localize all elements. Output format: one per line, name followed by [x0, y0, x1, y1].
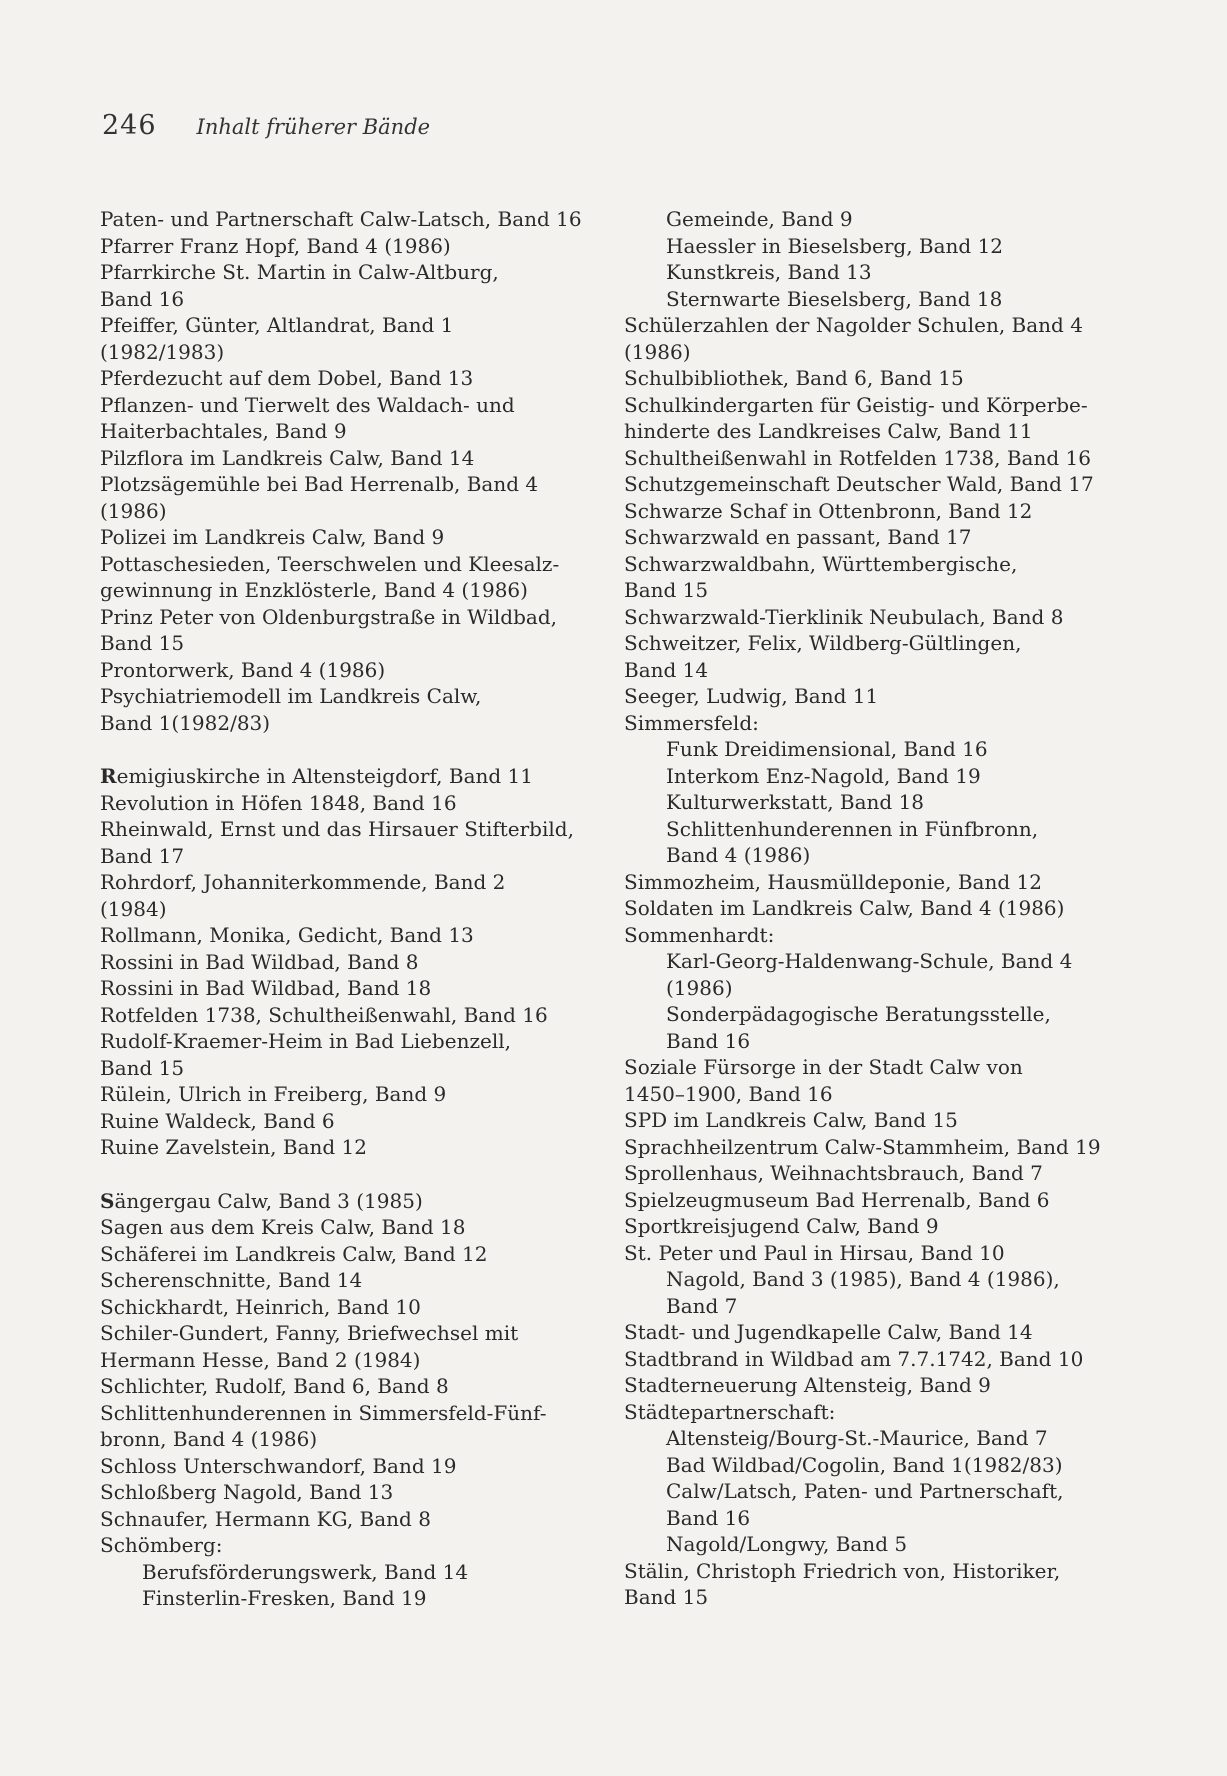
- index-entry: [100, 1506, 610, 1533]
- index-entry: [624, 1346, 1124, 1373]
- index-entry-line: Pfarrer Franz Hopf, Band 4 (1986): [100, 233, 451, 258]
- index-entry-line: Stadterneuerung Altensteig, Band 9: [624, 1373, 991, 1397]
- index-entry-line: Schlichter, Rudolf, Band 6, Band 8: [100, 1374, 449, 1398]
- index-entry: [624, 392, 1124, 445]
- group-separator: [100, 1161, 610, 1188]
- index-entry-line: Band 4 (1986): [666, 843, 811, 867]
- index-entry-line: Schäferei im Landkreis Calw, Band 12: [100, 1241, 488, 1266]
- index-entry-line: Scherenschnitte, Band 14: [100, 1268, 363, 1292]
- index-entry-line: Band 17: [100, 843, 185, 868]
- index-entry: [100, 471, 610, 524]
- index-entry-line: Schweitzer, Felix, Wildberg-Gültlingen,: [624, 631, 1022, 655]
- index-entry-line: Schiler-Gundert, Fanny, Briefwechsel mit: [100, 1321, 519, 1345]
- index-entry-line: Stadtbrand in Wildbad am 7.7.1742, Band 10: [624, 1346, 1084, 1371]
- index-entry: [100, 233, 610, 260]
- index-entry-line: Haiterbachtales, Band 9: [100, 419, 347, 443]
- index-entry-line: Schnaufer, Hermann KG, Band 8: [100, 1506, 431, 1531]
- index-entry: [100, 312, 610, 365]
- index-entry-line: Ruine Waldeck, Band 6: [100, 1108, 335, 1133]
- index-entry: [100, 975, 610, 1002]
- index-entry-line: Band 16: [666, 1028, 751, 1053]
- index-entry-line: Rotfelden 1738, Schultheißenwahl, Band 16: [100, 1002, 548, 1027]
- index-entry: [100, 1400, 610, 1453]
- index-subentry: [624, 816, 1124, 869]
- index-column-right: [624, 206, 1124, 1611]
- index-entry: [100, 1214, 610, 1241]
- index-entry-line: Plotzsägemühle bei Bad Herrenalb, Band 4: [100, 472, 539, 496]
- index-entry-line: Schlittenhunderennen in Simmersfeld-Fünf-: [100, 1400, 547, 1425]
- index-entry: [100, 365, 610, 392]
- index-entry: [100, 1294, 610, 1321]
- index-subentry: [624, 259, 1124, 286]
- index-subentry: [624, 763, 1124, 790]
- index-entry: [100, 922, 610, 949]
- index-entry: [100, 949, 610, 976]
- index-entry-line: Calw/Latsch, Paten- und Partnerschaft,: [666, 1479, 1064, 1503]
- index-entry: [100, 1002, 610, 1029]
- index-entry-line: Band 1(1982/83): [100, 710, 271, 735]
- index-entry-line: Band 15: [624, 1585, 709, 1609]
- index-entry-line: Schultheißenwahl in Rotfelden 1738, Band 16: [624, 445, 1091, 470]
- index-entry-line: Ruine Zavelstein, Band 12: [100, 1135, 368, 1159]
- index-entry: [100, 604, 610, 657]
- index-entry-line: Pferdezucht auf dem Dobel, Band 13: [100, 366, 474, 390]
- index-entry-line: Soldaten im Landkreis Calw, Band 4 (1986): [624, 896, 1065, 920]
- index-entry-line: Gemeinde, Band 9: [666, 207, 853, 231]
- index-entry-line: Schulkindergarten für Geistig- und Körperbe-: [624, 392, 1088, 417]
- index-entry-line: Hermann Hesse, Band 2 (1984): [100, 1347, 421, 1372]
- index-subentry: [624, 1478, 1124, 1531]
- index-entry: [624, 1213, 1124, 1240]
- index-entry-line: Sprollenhaus, Weihnachtsbrauch, Band 7: [624, 1161, 1043, 1185]
- index-entry-line: Städtepartnerschaft:: [624, 1399, 836, 1424]
- index-entry-line: Simmersfeld:: [624, 710, 759, 735]
- index-entry-line: Rossini in Bad Wildbad, Band 8: [100, 949, 419, 974]
- index-entry-line: Kunstkreis, Band 13: [666, 260, 872, 284]
- index-entry: [100, 1108, 610, 1135]
- index-subentry: [100, 1585, 610, 1612]
- index-entry-line: Rossini in Bad Wildbad, Band 18: [100, 976, 432, 1000]
- index-entry-line: Karl-Georg-Haldenwang-Schule, Band 4: [666, 949, 1073, 973]
- index-entry: [624, 1134, 1124, 1161]
- index-entry: [624, 895, 1124, 922]
- index-entry: [100, 1373, 610, 1400]
- index-entry-line: Rollmann, Monika, Gedicht, Band 13: [100, 923, 474, 947]
- index-subentry: [624, 233, 1124, 260]
- index-entry-line: Nagold/Longwy, Band 5: [666, 1532, 908, 1556]
- index-entry: [100, 524, 610, 551]
- index-entry-line: Nagold, Band 3 (1985), Band 4 (1986),: [666, 1267, 1060, 1291]
- index-entry-line: Seeger, Ludwig, Band 11: [624, 684, 879, 708]
- index-entry-line: Schwarzwaldbahn, Württembergische,: [624, 551, 1018, 576]
- index-entry-line: Sternwarte Bieselsberg, Band 18: [666, 286, 1003, 311]
- index-entry-line: Schwarzwald en passant, Band 17: [624, 525, 972, 549]
- index-entry-line: Schulbibliothek, Band 6, Band 15: [624, 366, 964, 390]
- index-entry: [624, 1372, 1124, 1399]
- index-entry-line: Polizei im Landkreis Calw, Band 9: [100, 525, 445, 549]
- index-entry-line: bronn, Band 4 (1986): [100, 1427, 318, 1451]
- index-entry-line: Sportkreisjugend Calw, Band 9: [624, 1214, 939, 1238]
- index-entry-line: Schlittenhunderennen in Fünfbronn,: [666, 816, 1039, 841]
- index-entry-line: (1982/1983): [100, 339, 225, 364]
- index-entry-line: (1986): [100, 498, 167, 523]
- index-entry-line: 1450–1900, Band 16: [624, 1081, 833, 1106]
- index-entry: [624, 869, 1124, 896]
- index-entry-line: Schickhardt, Heinrich, Band 10: [100, 1294, 421, 1319]
- index-subentry: [624, 948, 1124, 1001]
- index-entry-line: Prinz Peter von Oldenburgstraße in Wildbad,: [100, 604, 557, 629]
- index-entry: [624, 1160, 1124, 1187]
- index-entry: [100, 1532, 610, 1559]
- index-entry-line: Schloßberg Nagold, Band 13: [100, 1480, 394, 1504]
- index-entry-line: Sommenhardt:: [624, 922, 775, 947]
- index-column-left: [100, 206, 610, 1612]
- index-entry-line: Soziale Fürsorge in der Stadt Calw von: [624, 1055, 1023, 1079]
- index-entry: [624, 630, 1124, 683]
- page-header: [102, 110, 430, 141]
- index-entry: [624, 1319, 1124, 1346]
- index-entry-line: Schülerzahlen der Nagolder Schulen, Band 4: [624, 313, 1083, 337]
- index-entry-line: Haessler in Bieselsberg, Band 12: [666, 233, 1004, 258]
- index-entry: [624, 471, 1124, 498]
- index-entry: [100, 683, 610, 736]
- index-entry-line: Band 7: [666, 1293, 738, 1318]
- index-entry-line: Band 16: [666, 1505, 751, 1530]
- index-entry-line: Paten- und Partnerschaft Calw-Latsch, Band 16: [100, 207, 582, 231]
- index-entry-line: Stadt- und Jugendkapelle Calw, Band 14: [624, 1320, 1033, 1344]
- index-subentry: [624, 1001, 1124, 1054]
- index-entry-line: Schömberg:: [100, 1533, 223, 1557]
- index-entry-line: Finsterlin-Fresken, Band 19: [142, 1586, 427, 1610]
- index-entry-line: Simmozheim, Hausmülldeponie, Band 12: [624, 869, 1042, 894]
- index-entry: [624, 1399, 1124, 1426]
- index-entry: [624, 551, 1124, 604]
- index-entry-line: Funk Dreidimensional, Band 16: [666, 737, 988, 761]
- index-entry: [100, 1028, 610, 1081]
- index-entry-line: Sagen aus dem Kreis Calw, Band 18: [100, 1215, 466, 1239]
- index-entry-line: Kulturwerkstatt, Band 18: [666, 790, 925, 814]
- index-entry: [100, 657, 610, 684]
- index-entry-line: Pfarrkirche St. Martin in Calw-Altburg,: [100, 260, 499, 284]
- index-entry-line: Band 15: [100, 1055, 185, 1080]
- index-entry: [100, 551, 610, 604]
- index-entry-line: Sonderpädagogische Beratungsstelle,: [666, 1002, 1051, 1026]
- index-entry: [624, 365, 1124, 392]
- index-entry-line: Pflanzen- und Tierwelt des Waldach- und: [100, 392, 515, 417]
- index-entry-line: hinderte des Landkreises Calw, Band 11: [624, 419, 1033, 443]
- index-entry-line: SPD im Landkreis Calw, Band 15: [624, 1108, 958, 1132]
- index-entry: [100, 1453, 610, 1480]
- index-subentry: [624, 1266, 1124, 1319]
- index-entry: [100, 1081, 610, 1108]
- index-entry: [100, 206, 610, 233]
- index-entry-line: Rheinwald, Ernst und das Hirsauer Stifterbild,: [100, 817, 574, 841]
- group-separator: [100, 736, 610, 763]
- index-entry-line: Rohrdorf, Johanniterkommende, Band 2: [100, 870, 506, 894]
- index-entry: [100, 1188, 610, 1215]
- index-entry: [100, 816, 610, 869]
- index-entry: [624, 498, 1124, 525]
- index-entry: [624, 683, 1124, 710]
- index-entry: [624, 1187, 1124, 1214]
- index-subentry: [624, 206, 1124, 233]
- index-subentry: [624, 789, 1124, 816]
- index-entry-line: Pfeiffer, Günter, Altlandrat, Band 1: [100, 313, 454, 337]
- index-entry-line: Pilzflora im Landkreis Calw, Band 14: [100, 445, 475, 470]
- index-entry-line: Band 14: [624, 657, 709, 682]
- index-entry-line: Band 16: [100, 286, 185, 311]
- index-entry-line: Sängergau Calw, Band 3 (1985): [100, 1188, 423, 1213]
- index-subentry: [624, 1452, 1124, 1479]
- index-entry: [624, 1558, 1124, 1611]
- index-entry-line: Schwarzwald-Tierklinik Neubulach, Band 8: [624, 604, 1064, 629]
- index-entry: [624, 922, 1124, 949]
- index-entry-line: Pottaschesieden, Teerschwelen und Kleesalz-: [100, 551, 560, 576]
- index-entry-line: Schloss Unterschwandorf, Band 19: [100, 1453, 457, 1478]
- index-entry-line: Rülein, Ulrich in Freiberg, Band 9: [100, 1082, 447, 1106]
- index-entry-line: Schwarze Schaf in Ottenbronn, Band 12: [624, 498, 1033, 523]
- index-entry-line: Spielzeugmuseum Bad Herrenalb, Band 6: [624, 1187, 1050, 1212]
- index-entry: [100, 869, 610, 922]
- index-entry: [100, 1241, 610, 1268]
- index-entry: [100, 445, 610, 472]
- index-entry: [100, 1267, 610, 1294]
- index-entry: [624, 1054, 1124, 1107]
- index-entry-line: Sprachheilzentrum Calw-Stammheim, Band 19: [624, 1134, 1101, 1159]
- index-subentry: [624, 736, 1124, 763]
- index-entry: [100, 392, 610, 445]
- index-entry-line: Prontorwerk, Band 4 (1986): [100, 657, 386, 682]
- index-entry-line: Band 15: [624, 578, 709, 602]
- index-entry-line: Remigiuskirche in Altensteigdorf, Band 11: [100, 764, 534, 788]
- index-entry: [624, 1107, 1124, 1134]
- index-entry-line: Bad Wildbad/Cogolin, Band 1(1982/83): [666, 1452, 1063, 1477]
- index-entry-line: Stälin, Christoph Friedrich von, Historiker,: [624, 1558, 1061, 1583]
- index-entry-line: gewinnung in Enzklösterle, Band 4 (1986): [100, 578, 528, 602]
- index-entry: [100, 1134, 610, 1161]
- index-subentry: [624, 1425, 1124, 1452]
- index-entry: [624, 445, 1124, 472]
- index-entry: [100, 259, 610, 312]
- running-title: Inhalt früherer Bände: [196, 115, 431, 139]
- index-entry-line: (1986): [624, 339, 691, 364]
- index-subentry: [624, 1531, 1124, 1558]
- index-entry: [624, 524, 1124, 551]
- index-subentry: [100, 1559, 610, 1586]
- index-entry-line: Rudolf-Kraemer-Heim in Bad Liebenzell,: [100, 1029, 511, 1053]
- page-number: 246: [102, 110, 157, 141]
- index-entry: [624, 312, 1124, 365]
- index-entry-line: Interkom Enz-Nagold, Band 19: [666, 763, 981, 788]
- index-entry: [100, 763, 610, 790]
- index-entry: [100, 790, 610, 817]
- index-entry-line: Schutzgemeinschaft Deutscher Wald, Band 17: [624, 472, 1094, 496]
- index-subentry: [624, 286, 1124, 313]
- index-entry-line: Band 15: [100, 631, 185, 655]
- index-entry-line: Altensteig/Bourg-St.-Maurice, Band 7: [666, 1426, 1048, 1450]
- index-entry: [624, 710, 1124, 737]
- index-entry: [624, 604, 1124, 631]
- index-entry-line: Psychiatriemodell im Landkreis Calw,: [100, 684, 482, 708]
- index-entry-line: St. Peter und Paul in Hirsau, Band 10: [624, 1240, 1005, 1265]
- index-entry-line: Berufsförderungswerk, Band 14: [142, 1559, 469, 1584]
- index-entry-line: (1986): [666, 975, 733, 1000]
- index-entry-line: Revolution in Höfen 1848, Band 16: [100, 790, 457, 815]
- index-entry: [624, 1240, 1124, 1267]
- index-entry-line: (1984): [100, 896, 167, 921]
- index-entry: [100, 1320, 610, 1373]
- index-entry: [100, 1479, 610, 1506]
